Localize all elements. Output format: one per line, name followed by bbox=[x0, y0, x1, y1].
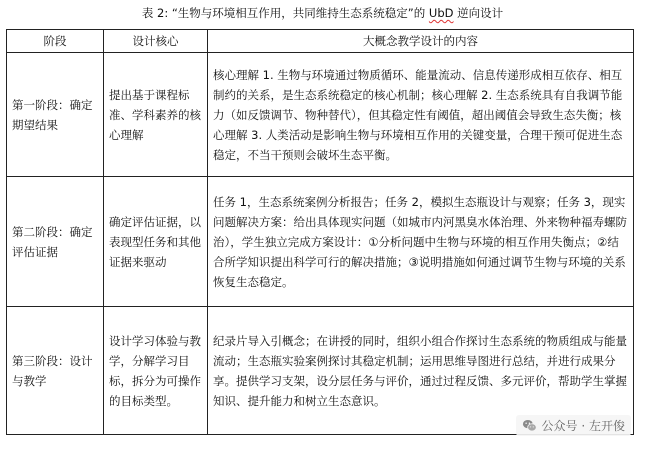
row3-core: 设计学习体验与教学，分解学习目标，拆分为可操作的目标类型。 bbox=[104, 307, 208, 435]
watermark bbox=[516, 415, 631, 436]
header-content: 大概念教学设计的内容 bbox=[208, 30, 634, 53]
row3-stage: 第三阶段：设计与教学 bbox=[7, 307, 104, 435]
ubd-design-table bbox=[6, 29, 634, 435]
caption-ubd: UbD bbox=[428, 6, 454, 20]
caption-suffix: 逆向设计 bbox=[453, 6, 504, 20]
row2-stage: 第二阶段：确定评估证据 bbox=[7, 177, 104, 307]
row2-core: 确定评估证据，以表现型任务和其他证据来驱动 bbox=[104, 177, 208, 307]
header-stage: 阶段 bbox=[7, 30, 104, 53]
table-row bbox=[7, 53, 634, 177]
row1-core: 提出基于课程标准、学科素养的核心理解 bbox=[104, 53, 208, 177]
caption-prefix: 表 2: “生物与环境相互作用，共同维持生态系统稳定”的 bbox=[141, 6, 429, 20]
row2-content: 任务 1，生态系统案例分析报告；任务 2，模拟生态瓶设计与观察；任务 3，现实问题解决方案：给出具体现实问题（如城市内河黑臭水体治理、外来物种福寿螺防治），学生独立完成方案设计：①分析问题中生物与环境的相互作用失衡点；②结合所学知识提出科学可行的解决措施；③说明措施如何通过调节生物与环境的关系恢复生态稳定。 bbox=[208, 177, 634, 307]
header-core: 设计核心 bbox=[104, 30, 208, 53]
row1-content: 核心理解 1. 生物与环境通过物质循环、能量流动、信息传递形成相互依存、相互制约的关系，是生态系统稳定的核心机制；核心理解 2. 生态系统具有自我调节能力（如反馈调节、物种替代），但其稳定性有阈值，超出阈值会导致生态失衡；核心理解 3. 人类活动是影响生物与环境相互作用的关键变量，合理干预可促进生态稳定，不当干预则会破坏生态平衡。 bbox=[208, 53, 634, 177]
table-row bbox=[7, 177, 634, 307]
watermark-text: 公众号 · 左开俊 bbox=[541, 419, 625, 433]
row3-content: 纪录片导入引概念；在讲授的同时，组织小组合作探讨生态系统的物质组成与能量流动；生态瓶实验案例探讨其稳定机制；运用思维导图进行总结，并进行成果分享。提供学习支架，设分层任务与评价，通过过程反馈、多元评价，帮助学生掌握知识、提升能力和树立生态意识。 bbox=[208, 307, 634, 435]
row1-stage: 第一阶段：确定期望结果 bbox=[7, 53, 104, 177]
table-caption bbox=[0, 5, 645, 21]
wechat-official-account-icon bbox=[522, 418, 537, 433]
table-header-row bbox=[7, 30, 634, 53]
